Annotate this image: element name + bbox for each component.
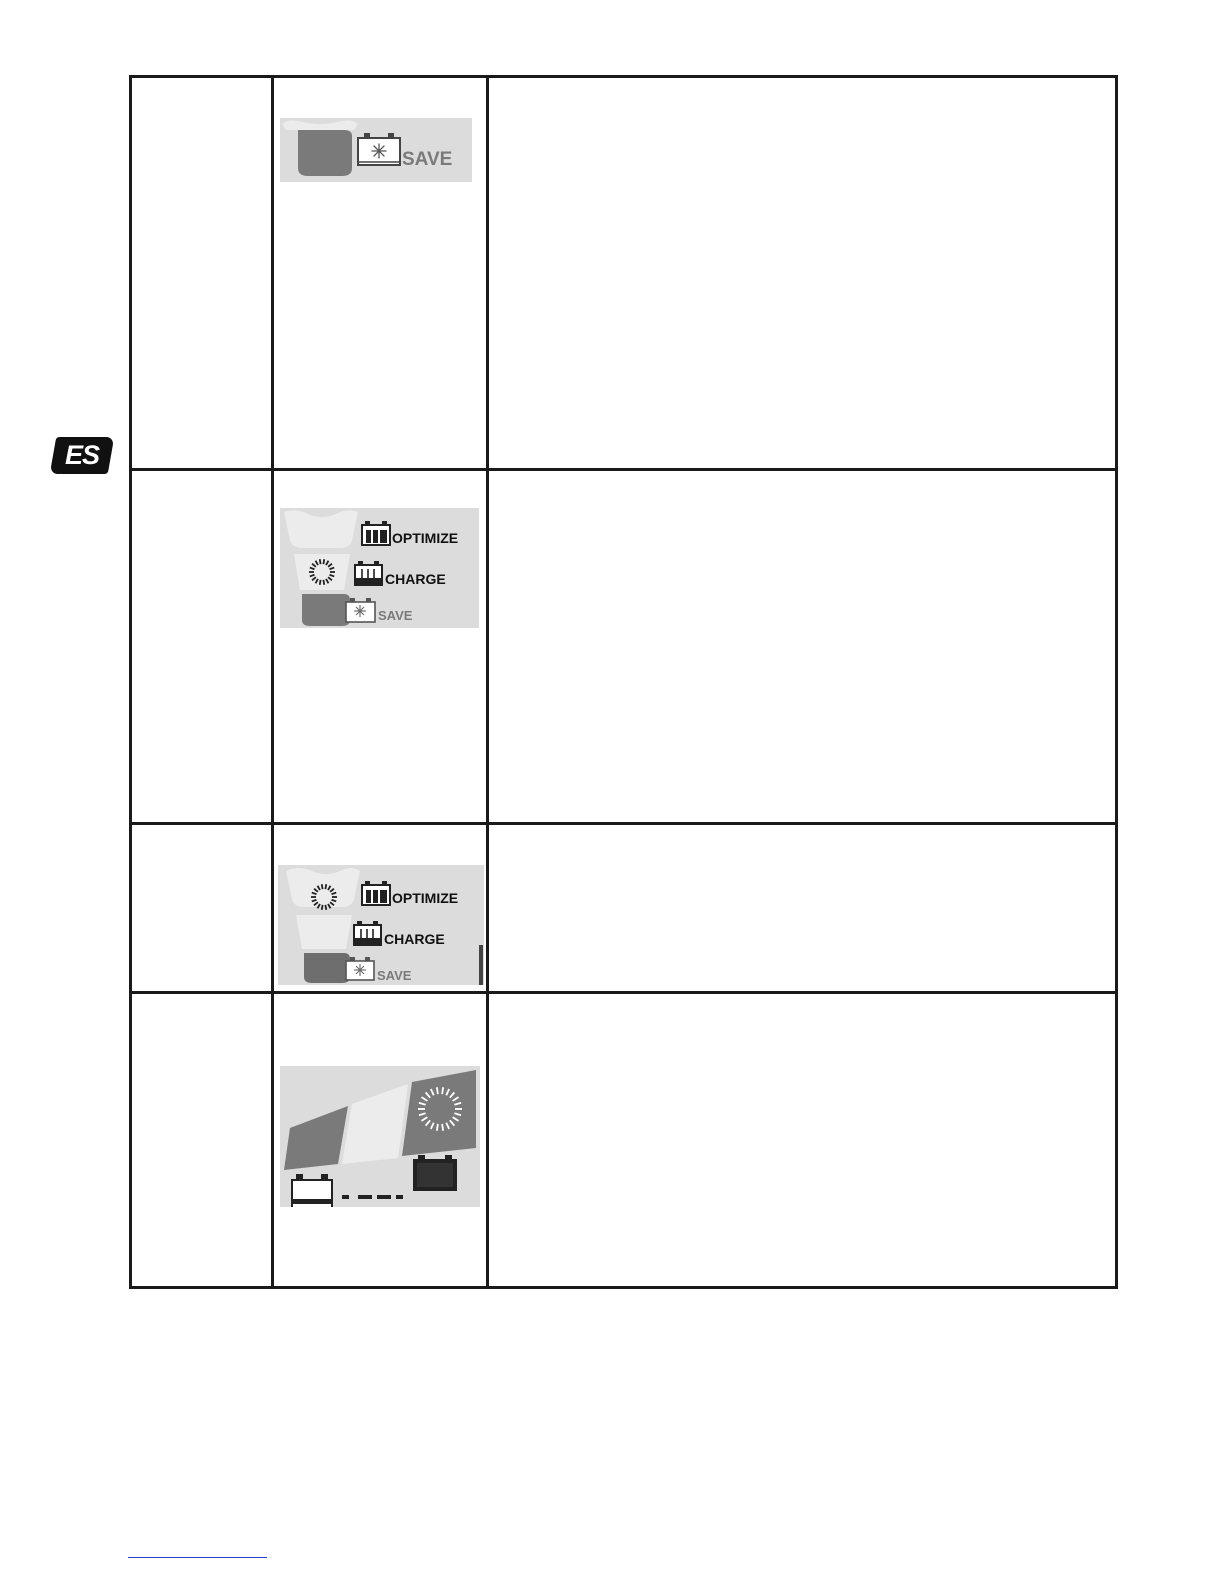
spinner-tick xyxy=(442,1087,443,1094)
save-label: SAVE xyxy=(377,968,412,983)
table-row xyxy=(131,470,1117,824)
spinner-tick xyxy=(323,559,324,564)
spinner-tick xyxy=(323,580,324,585)
snowflake-battery-icon xyxy=(346,957,374,980)
optimize-label: OPTIMIZE xyxy=(392,530,459,546)
spinner-tick xyxy=(437,1124,438,1131)
mode-cell xyxy=(131,470,273,824)
spinner-tick xyxy=(320,580,321,585)
description-cell xyxy=(488,470,1117,824)
lcd-display-charge xyxy=(280,508,479,628)
charge-label: CHARGE xyxy=(384,931,445,947)
edge-mark xyxy=(479,945,483,985)
spinner-tick xyxy=(322,905,323,910)
language-tab-label: ES xyxy=(64,440,100,470)
spinner-tick xyxy=(437,1087,438,1094)
optimize-battery-icon xyxy=(362,521,390,545)
lcd-display-save xyxy=(280,118,472,182)
charge-segment xyxy=(294,554,350,590)
progress-segment-1 xyxy=(284,1106,348,1170)
language-tab xyxy=(50,437,115,474)
table-row xyxy=(131,77,1117,470)
charge-segment xyxy=(296,915,352,949)
save-segment-active xyxy=(298,130,352,176)
lcd-display-optimize xyxy=(278,865,484,985)
description-cell xyxy=(488,993,1117,1288)
save-label: SAVE xyxy=(378,608,413,623)
spinner-tick xyxy=(442,1124,443,1131)
spinner-tick xyxy=(322,884,323,889)
low-battery-icon xyxy=(292,1174,332,1207)
progress-segment-3 xyxy=(402,1070,476,1156)
mode-cell xyxy=(131,77,273,470)
snowflake-battery-icon xyxy=(358,133,400,165)
mode-cell xyxy=(131,824,273,993)
spinner-tick xyxy=(325,884,326,889)
charge-segment-inactive xyxy=(282,120,358,130)
save-label: SAVE xyxy=(402,149,453,170)
display-cell xyxy=(273,824,488,993)
display-cell xyxy=(273,77,488,470)
display-cell xyxy=(273,470,488,824)
charge-battery-icon xyxy=(354,921,381,945)
spinner-tick xyxy=(325,905,326,910)
charge-label: CHARGE xyxy=(385,571,446,587)
lcd-display-progress xyxy=(280,1066,480,1207)
description-cell xyxy=(488,824,1117,993)
spinner-tick xyxy=(320,559,321,564)
mode-table xyxy=(129,75,1118,1289)
table-row xyxy=(131,824,1117,993)
save-segment xyxy=(302,594,350,626)
snowflake-battery-icon xyxy=(346,598,375,622)
footer-line xyxy=(128,1557,267,1558)
description-cell xyxy=(488,77,1117,470)
table-row xyxy=(131,993,1117,1288)
charge-battery-icon xyxy=(355,561,382,585)
optimize-segment xyxy=(284,510,358,548)
progress-segment-2 xyxy=(342,1084,408,1164)
optimize-label: OPTIMIZE xyxy=(392,890,459,906)
full-battery-icon xyxy=(414,1155,456,1190)
progress-dashes xyxy=(342,1195,403,1199)
save-segment xyxy=(304,953,350,983)
optimize-battery-icon xyxy=(362,881,390,905)
mode-cell xyxy=(131,993,273,1288)
display-cell xyxy=(273,993,488,1288)
